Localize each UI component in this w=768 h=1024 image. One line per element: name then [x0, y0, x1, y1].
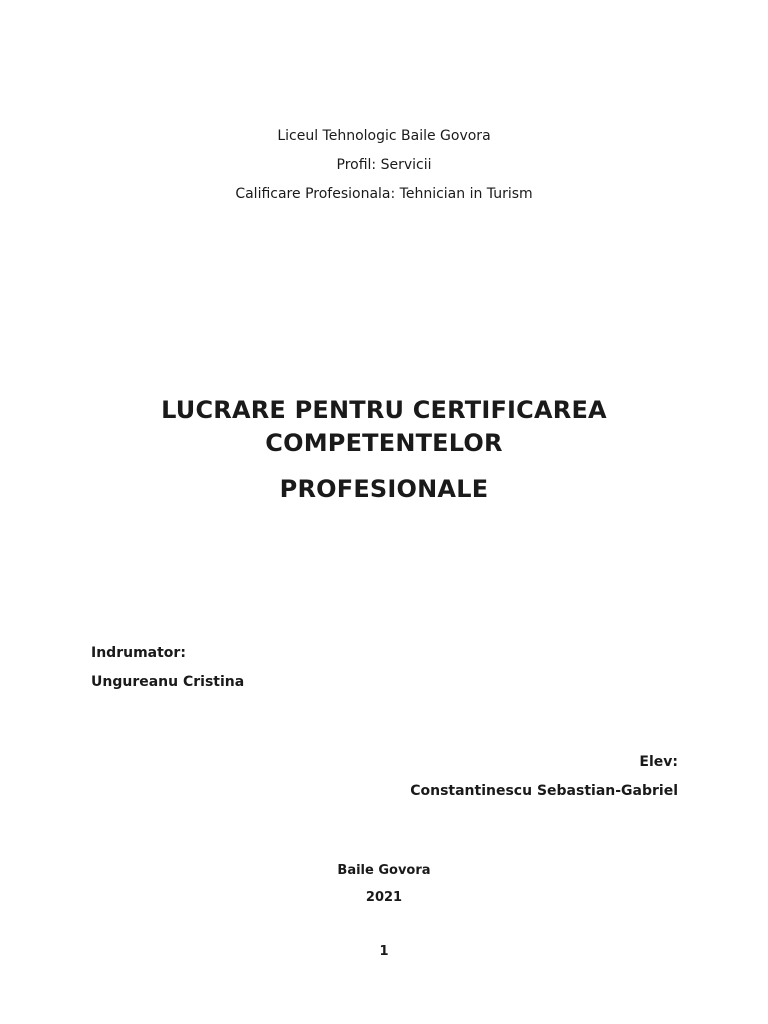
school-name: Liceul Tehnologic Baile Govora — [277, 128, 491, 144]
student-label: Elev: — [639, 754, 678, 770]
title-line-1: LUCRARE PENTRU CERTIFICAREA — [161, 396, 607, 424]
place: Baile Govora — [337, 863, 431, 878]
student-name: Constantinescu Sebastian-Gabriel — [410, 783, 678, 799]
page-number: 1 — [379, 944, 389, 959]
year: 2021 — [365, 890, 403, 905]
coordinator-label: Indrumator: — [91, 645, 186, 661]
coordinator-name: Ungureanu Cristina — [91, 674, 245, 690]
title-line-2: COMPETENTELOR — [265, 429, 503, 457]
qualification-line: Calificare Profesionala: Tehnician in Turism — [235, 186, 533, 202]
profile-line: Profil: Servicii — [336, 157, 432, 173]
title-line-3: PROFESIONALE — [279, 475, 489, 503]
